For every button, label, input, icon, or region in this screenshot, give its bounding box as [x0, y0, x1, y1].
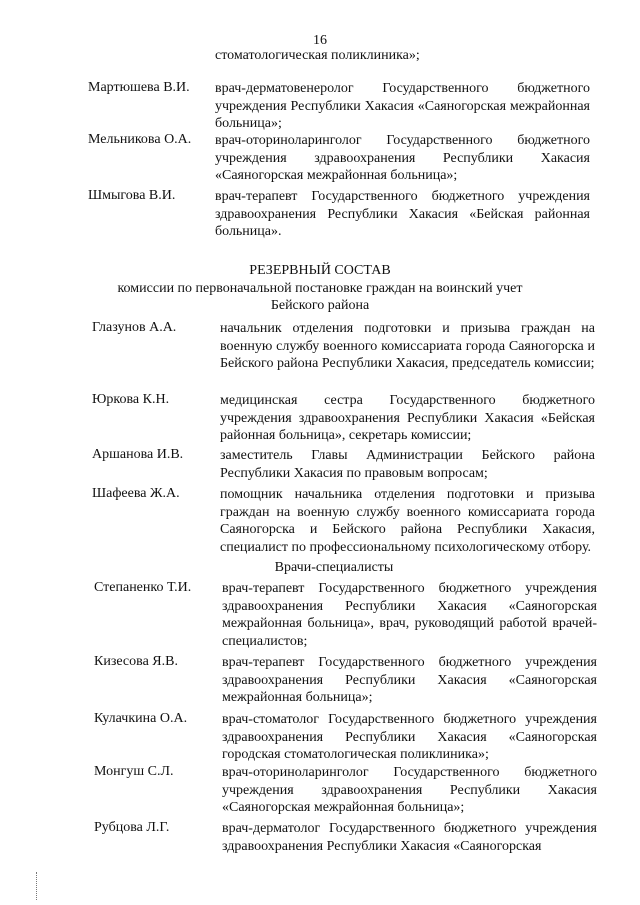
section-title: РЕЗЕРВНЫЙ СОСТАВ: [249, 263, 391, 278]
member-position: врач-оториноларинголог Государственного бюджетного учреждения здравоохранения Республики Хакасия «Саяногорская межрайонная больница»;: [222, 765, 597, 815]
member-name: Мельникова О.А.: [88, 132, 192, 147]
page-number: 16: [313, 33, 327, 48]
member-name: Монгуш С.Л.: [94, 764, 174, 779]
member-position: врач-терапевт Государственного бюджетного учреждения здравоохранения Республики Хакасия «Бейская районная больница».: [215, 189, 590, 239]
member-position: врач-дерматовенеролог Государственного бюджетного учреждения Республики Хакасия «Саяногорская межрайонная больница»;: [215, 81, 590, 131]
member-name: Рубцова Л.Г.: [94, 820, 170, 835]
member-position: начальник отделения подготовки и призыва граждан на военную службу военного комиссариата города Саяногорска и Бейского района Республики Хакасия, председатель комиссии;: [220, 321, 595, 371]
continuation-text: стоматологическая поликлиника»;: [215, 48, 420, 63]
member-name: Шмыгова В.И.: [88, 188, 176, 203]
member-name: Шафеева Ж.А.: [92, 486, 180, 501]
member-name: Степаненко Т.И.: [94, 580, 192, 595]
scan-artifact: [36, 872, 38, 900]
member-name: Аршанова И.В.: [92, 447, 184, 462]
member-position: медицинская сестра Государственного бюджетного учреждения здравоохранения Республики Хакасия «Бейская районная больница», секретарь комиссии;: [220, 393, 595, 443]
member-position: врач-стоматолог Государственного бюджетного учреждения здравоохранения Республики Хакасия «Саяногорская городская стоматологическая поликлиника»;: [222, 712, 597, 762]
member-position: врач-терапевт Государственного бюджетного учреждения здравоохранения Республики Хакасия «Саяногорская межрайонная больница», врач, руководящий работой врачей-специалистов;: [222, 581, 597, 649]
member-name: Кизесова Я.В.: [94, 654, 178, 669]
member-position: врач-терапевт Государственного бюджетного учреждения здравоохранения Республики Хакасия «Саяногорская межрайонная больница»;: [222, 655, 597, 705]
member-position: врач-оториноларинголог Государственного бюджетного учреждения здравоохранения Республики Хакасия «Саяногорская межрайонная больница»;: [215, 133, 590, 183]
member-name: Юркова К.Н.: [92, 392, 170, 407]
member-name: Глазунов А.А.: [92, 320, 177, 335]
section-subtitle: комиссии по первоначальной постановке граждан на воинский учет: [117, 281, 523, 296]
section-subtitle-district: Бейского района: [270, 298, 370, 313]
member-position: заместитель Главы Администрации Бейского района Республики Хакасия по правовым вопросам;: [220, 448, 595, 481]
member-position: врач-дерматолог Государственного бюджетного учреждения здравоохранения Республики Хакасия «Саяногорская: [222, 821, 597, 854]
member-name: Кулачкина О.А.: [94, 711, 188, 726]
member-name: Мартюшева В.И.: [88, 80, 190, 95]
member-position: помощник начальника отделения подготовки и призыва граждан на военную службу военного комиссариата города Саяногорска и Бейского района Республики Хакасия, специалист по профессиональному психологическому отбору.: [220, 487, 595, 555]
specialists-heading: Врачи-специалисты: [274, 560, 394, 575]
